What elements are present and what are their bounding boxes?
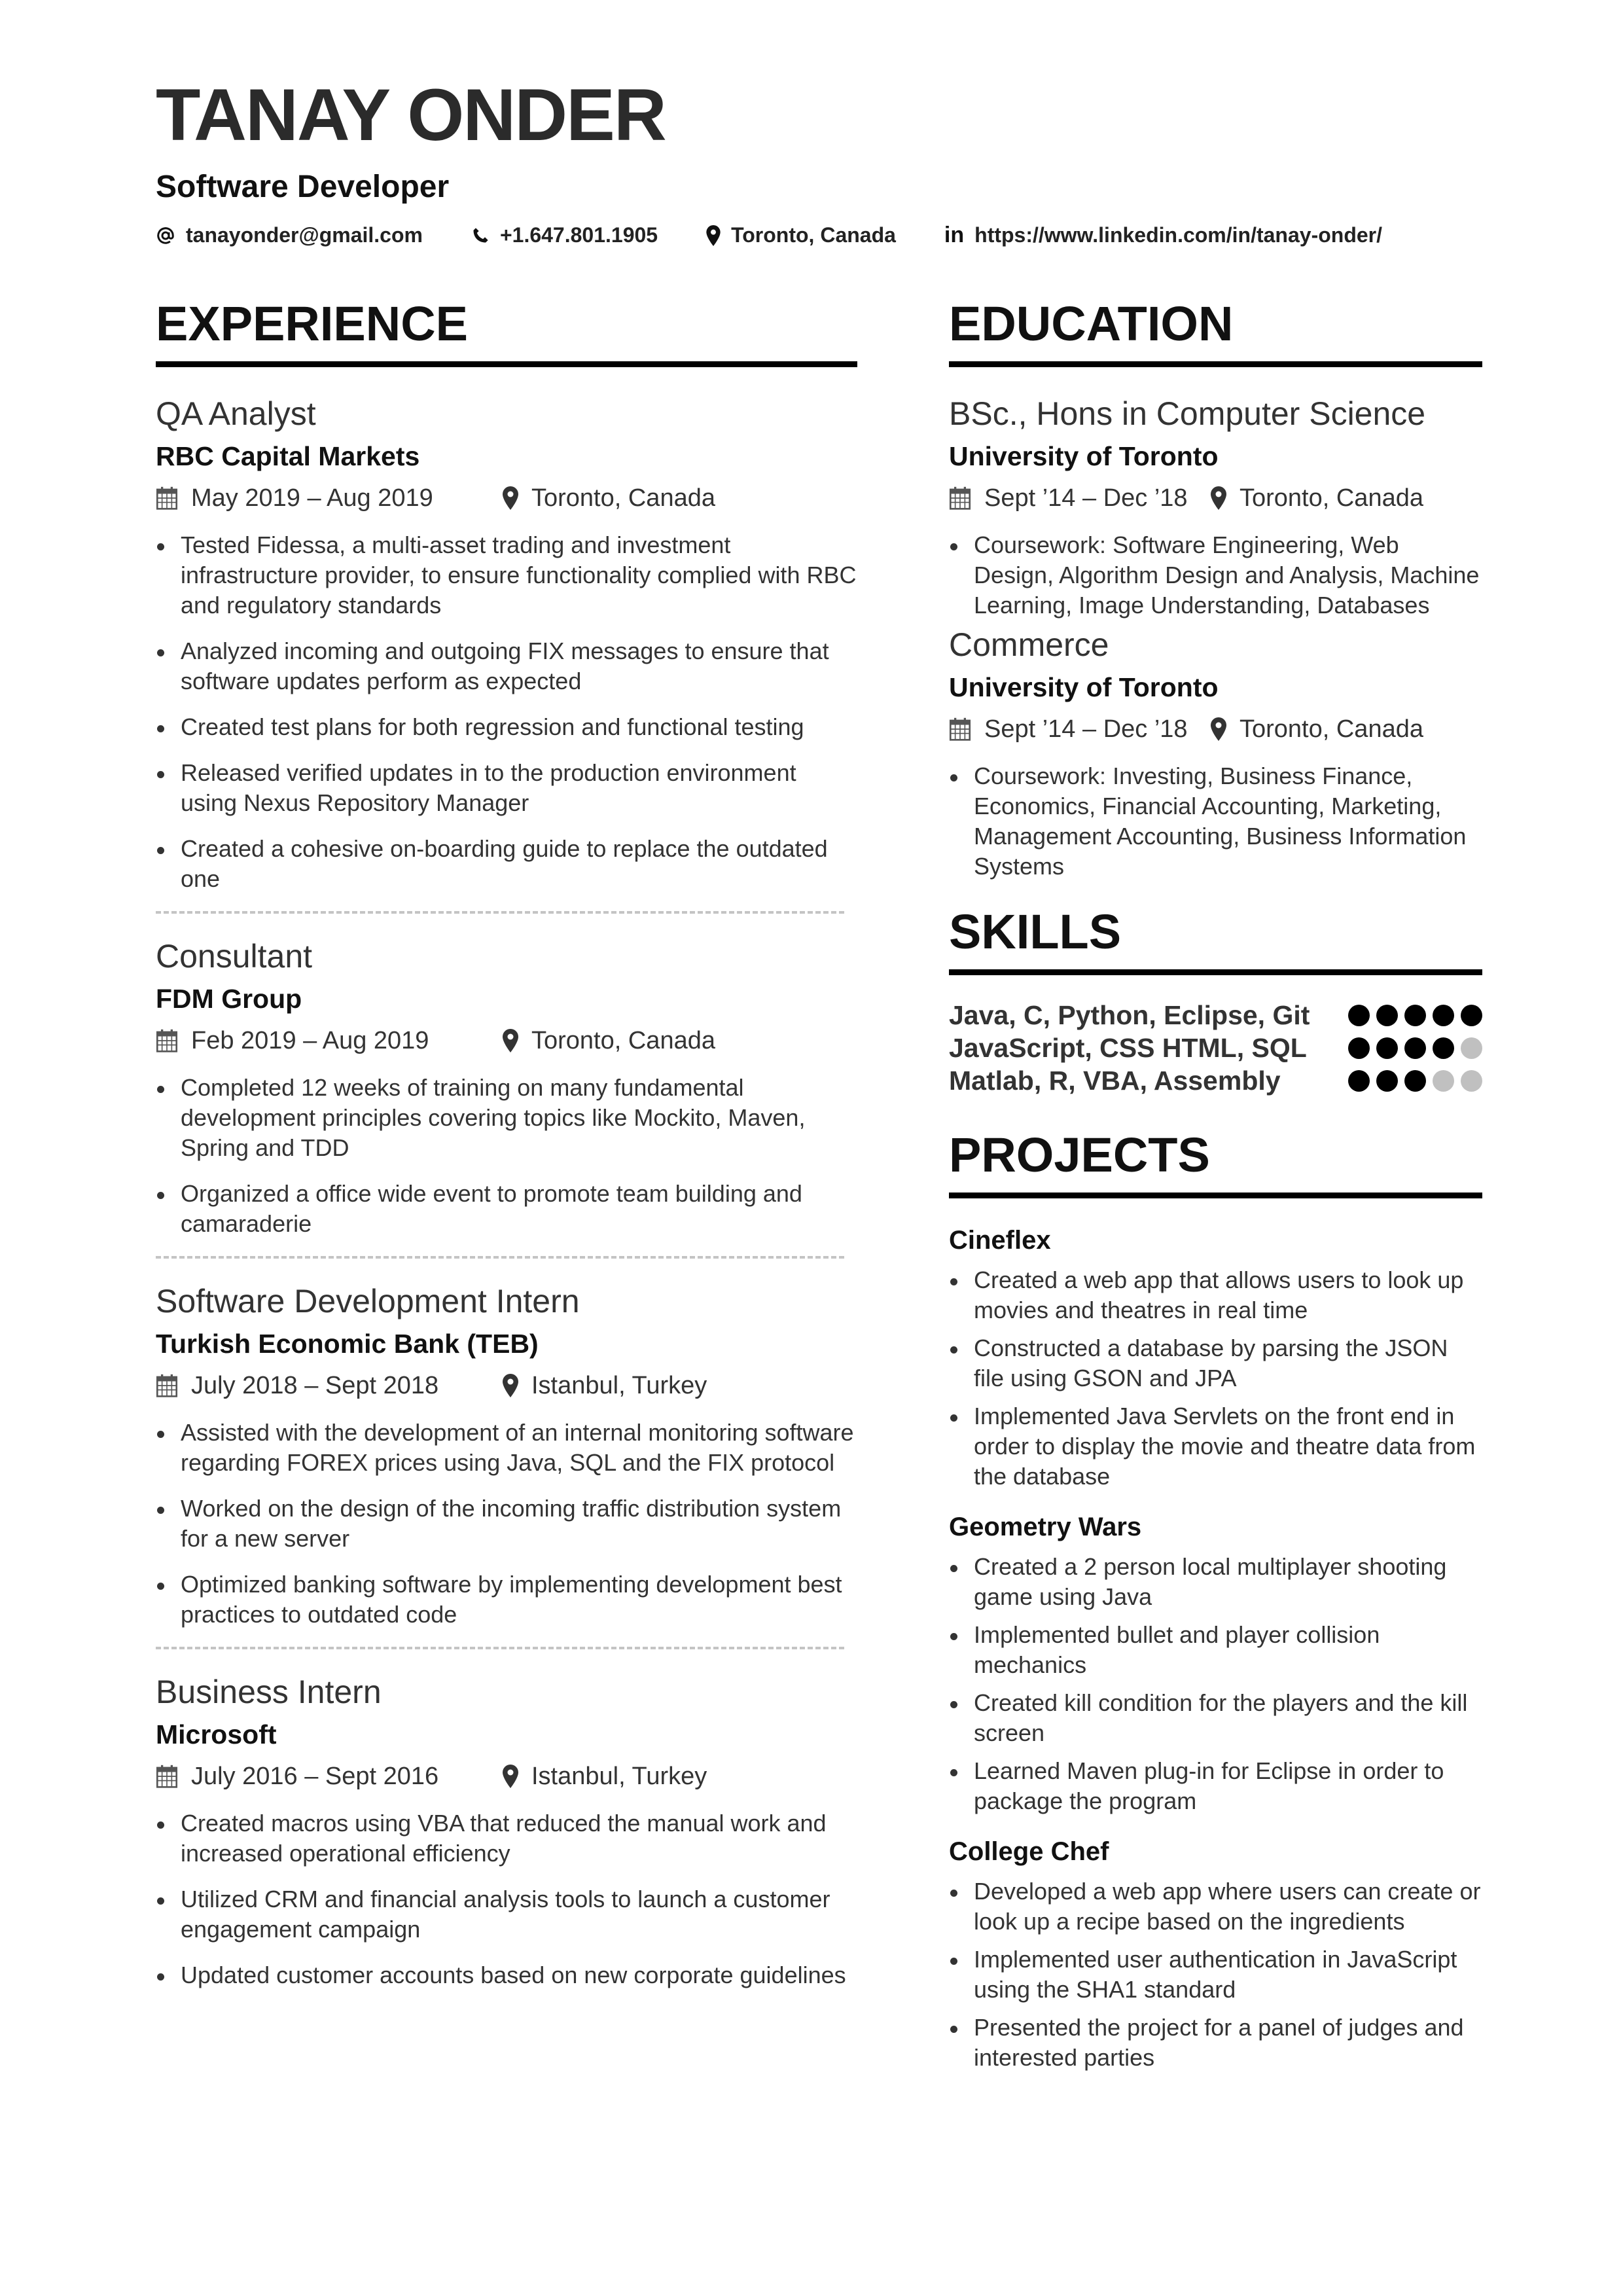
bullet-item: Implemented user authentication in JavaScript using the SHA1 standard	[949, 1945, 1482, 2005]
project-name: Geometry Wars	[949, 1513, 1142, 1541]
skill-rating	[1342, 1005, 1482, 1026]
contact-bar	[156, 223, 1431, 248]
rating-dot-filled	[1404, 1005, 1426, 1026]
rating-dot-filled	[1348, 1070, 1370, 1092]
map-pin-icon	[1211, 717, 1240, 741]
skill-row	[949, 1064, 1482, 1097]
section-rule	[949, 969, 1482, 975]
map-pin-icon	[503, 486, 531, 510]
skill-rating	[1342, 1037, 1482, 1059]
bullet-item: Created a 2 person local multiplayer shooting game using Java	[949, 1552, 1482, 1612]
skill-name: Matlab, R, VBA, Assembly	[949, 1065, 1281, 1096]
bullet-item: Assisted with the development of an internal monitoring software regarding FOREX prices using Java, SQL and the FIX protocol	[156, 1418, 857, 1478]
company-name: Microsoft	[156, 1719, 277, 1749]
location-text: Istanbul, Turkey	[531, 1372, 707, 1399]
bullet-item: Developed a web app where users can create or look up a recipe based on the ingredients	[949, 1876, 1482, 1937]
company-name: Turkish Economic Bank (TEB)	[156, 1329, 539, 1359]
bullet-list	[949, 1552, 1482, 1816]
skill-name: JavaScript, CSS HTML, SQL	[949, 1032, 1307, 1063]
bullet-list	[156, 530, 857, 894]
location-text: Istanbul, Turkey	[531, 1763, 707, 1790]
projects-section	[949, 1128, 1482, 2073]
projects-list	[949, 1227, 1482, 2073]
job-title: Consultant	[156, 938, 313, 975]
date-text: July 2016 – Sept 2016	[191, 1763, 439, 1790]
calendar-icon	[949, 486, 984, 510]
date-location-row	[156, 1028, 857, 1053]
right-column	[949, 288, 1482, 2081]
rating-dot-filled	[1348, 1037, 1370, 1059]
location-text: Toronto, Canada	[1240, 715, 1423, 743]
section-title-projects: PROJECTS	[949, 1128, 1210, 1182]
skill-row	[949, 1031, 1482, 1064]
job-title: Business Intern	[156, 1674, 382, 1710]
section-title-skills: SKILLS	[949, 905, 1122, 959]
rating-dot-filled	[1433, 1005, 1454, 1026]
rating-dot-filled	[1376, 1070, 1398, 1092]
bullet-item: Implemented Java Servlets on the front end in order to display the movie and theatre data from the database	[949, 1401, 1482, 1492]
degree-title: BSc., Hons in Computer Science	[949, 395, 1426, 432]
date-location-row	[949, 717, 1482, 742]
project-entry	[949, 1514, 1482, 1816]
project-name: Cineflex	[949, 1226, 1051, 1255]
bullet-item: Completed 12 weeks of training on many fundamental development principles covering topics like Mockito, Maven, Spring and TDD	[156, 1073, 857, 1163]
date-location-row	[949, 486, 1482, 511]
bullet-list	[949, 1265, 1482, 1492]
dashed-divider	[156, 911, 844, 914]
location	[503, 1028, 715, 1053]
company-name: RBC Capital Markets	[156, 441, 420, 471]
contact-location-text: Toronto, Canada	[731, 223, 896, 247]
date-text: Sept ’14 – Dec ’18	[984, 484, 1188, 512]
section-rule	[156, 361, 857, 367]
candidate-role: Software Developer	[156, 170, 450, 204]
date-range	[949, 486, 1211, 511]
education-entry	[949, 628, 1482, 882]
date-text: May 2019 – Aug 2019	[191, 484, 433, 512]
location-text: Toronto, Canada	[531, 1027, 715, 1054]
rating-dot-filled	[1404, 1037, 1426, 1059]
location	[1211, 486, 1423, 511]
location	[503, 1373, 707, 1398]
location-text: Toronto, Canada	[1240, 484, 1423, 512]
skills-list	[949, 999, 1482, 1097]
location	[1211, 717, 1423, 742]
bullet-item: Released verified updates in to the production environment using Nexus Repository Manager	[156, 758, 857, 818]
contact-phone-text: +1.647.801.1905	[499, 223, 658, 247]
school-name: University of Toronto	[949, 441, 1219, 471]
at-icon	[156, 226, 175, 245]
contact-location	[706, 223, 896, 247]
bullet-item: Presented the project for a panel of judges and interested parties	[949, 2013, 1482, 2073]
rating-dot-filled	[1376, 1005, 1398, 1026]
date-location-row	[156, 1373, 857, 1398]
dashed-divider	[156, 1647, 844, 1649]
date-location-row	[156, 1764, 857, 1789]
job-title: QA Analyst	[156, 395, 316, 432]
calendar-icon	[156, 1029, 191, 1052]
date-range	[156, 1373, 503, 1398]
date-range	[949, 717, 1211, 742]
location	[503, 486, 715, 511]
bullet-item: Analyzed incoming and outgoing FIX messages to ensure that software updates perform as expected	[156, 636, 857, 696]
bullet-item: Constructed a database by parsing the JSON file using GSON and JPA	[949, 1333, 1482, 1393]
bullet-list	[156, 1073, 857, 1239]
bullet-item: Tested Fidessa, a multi-asset trading and investment infrastructure provider, to ensure functionality complied with RBC and regulatory standards	[156, 530, 857, 620]
map-pin-icon	[1211, 486, 1240, 510]
company-name: FDM Group	[156, 984, 302, 1014]
bullet-item: Implemented bullet and player collision mechanics	[949, 1620, 1482, 1680]
bullet-item: Utilized CRM and financial analysis tools to launch a customer engagement campaign	[156, 1884, 857, 1945]
rating-dot-empty	[1461, 1037, 1482, 1059]
date-text: Sept ’14 – Dec ’18	[984, 715, 1188, 743]
skills-section	[949, 905, 1482, 1097]
date-range	[156, 486, 503, 511]
section-rule	[949, 361, 1482, 367]
rating-dot-filled	[1376, 1037, 1398, 1059]
location-text: Toronto, Canada	[531, 484, 715, 512]
section-title-experience: EXPERIENCE	[156, 296, 469, 351]
rating-dot-filled	[1461, 1005, 1482, 1026]
bullet-list	[156, 1808, 857, 1990]
bullet-item: Updated customer accounts based on new corporate guidelines	[156, 1960, 857, 1990]
rating-dot-empty	[1433, 1070, 1454, 1092]
contact-email-text: tanayonder@gmail.com	[186, 223, 423, 247]
section-rule	[949, 1193, 1482, 1198]
map-pin-icon	[503, 1029, 531, 1052]
degree-title: Commerce	[949, 626, 1109, 663]
education-entry	[949, 397, 1482, 620]
bullet-list	[949, 530, 1482, 620]
date-text: Feb 2019 – Aug 2019	[191, 1027, 429, 1054]
bullet-item: Created a cohesive on-boarding guide to replace the outdated one	[156, 834, 857, 894]
bullet-item: Worked on the design of the incoming traffic distribution system for a new server	[156, 1494, 857, 1554]
calendar-icon	[156, 1374, 191, 1397]
date-text: July 2018 – Sept 2018	[191, 1372, 439, 1399]
job-entry	[156, 940, 857, 1259]
date-range	[156, 1028, 503, 1053]
bullet-item: Coursework: Investing, Business Finance, Economics, Financial Accounting, Marketing, Management Accounting, Business Information Systems	[949, 761, 1482, 882]
experience-section	[156, 288, 857, 2006]
location	[503, 1764, 707, 1789]
job-title: Software Development Intern	[156, 1283, 580, 1319]
bullet-item: Coursework: Software Engineering, Web Design, Algorithm Design and Analysis, Machine Learning, Image Understanding, Databases	[949, 530, 1482, 620]
rating-dot-filled	[1348, 1005, 1370, 1026]
bullet-item: Created test plans for both regression and functional testing	[156, 712, 857, 742]
skill-name: Java, C, Python, Eclipse, Git	[949, 999, 1310, 1030]
bullet-item: Organized a office wide event to promote team building and camaraderie	[156, 1179, 857, 1239]
skill-rating	[1342, 1070, 1482, 1092]
project-entry	[949, 1227, 1482, 1492]
bullet-list	[949, 761, 1482, 882]
bullet-item: Created macros using VBA that reduced the manual work and increased operational efficiency	[156, 1808, 857, 1869]
calendar-icon	[156, 486, 191, 510]
job-entry	[156, 1285, 857, 1649]
bullet-list	[156, 1418, 857, 1630]
contact-email[interactable]	[156, 223, 423, 247]
date-range	[156, 1764, 503, 1789]
map-pin-icon	[706, 225, 721, 246]
project-entry	[949, 1839, 1482, 2073]
education-list	[949, 397, 1482, 882]
rating-dot-filled	[1404, 1070, 1426, 1092]
map-pin-icon	[503, 1765, 531, 1788]
linkedin-icon: in	[944, 223, 965, 247]
school-name: University of Toronto	[949, 672, 1219, 702]
map-pin-icon	[503, 1374, 531, 1397]
section-title-education: EDUCATION	[949, 296, 1234, 351]
contact-phone[interactable]	[471, 223, 658, 247]
contact-linkedin[interactable]	[944, 223, 1382, 248]
job-entry	[156, 397, 857, 914]
contact-linkedin-text: https://www.linkedin.com/in/tanay-onder/	[974, 223, 1382, 247]
bullet-item: Learned Maven plug-in for Eclipse in order to package the program	[949, 1756, 1482, 1816]
date-location-row	[156, 486, 857, 511]
rating-dot-empty	[1461, 1070, 1482, 1092]
project-name: College Chef	[949, 1837, 1109, 1866]
dashed-divider	[156, 1256, 844, 1259]
skill-row	[949, 999, 1482, 1031]
calendar-icon	[156, 1765, 191, 1788]
phone-icon	[471, 226, 490, 245]
job-entry	[156, 1676, 857, 1990]
bullet-item: Created kill condition for the players and the kill screen	[949, 1688, 1482, 1748]
experience-list	[156, 397, 857, 1990]
calendar-icon	[949, 717, 984, 741]
education-section	[949, 296, 1482, 882]
bullet-list	[949, 1876, 1482, 2073]
candidate-name: TANAY ONDER	[156, 74, 666, 156]
rating-dot-filled	[1433, 1037, 1454, 1059]
bullet-item: Optimized banking software by implementing development best practices to outdated code	[156, 1570, 857, 1630]
bullet-item: Created a web app that allows users to look up movies and theatres in real time	[949, 1265, 1482, 1325]
